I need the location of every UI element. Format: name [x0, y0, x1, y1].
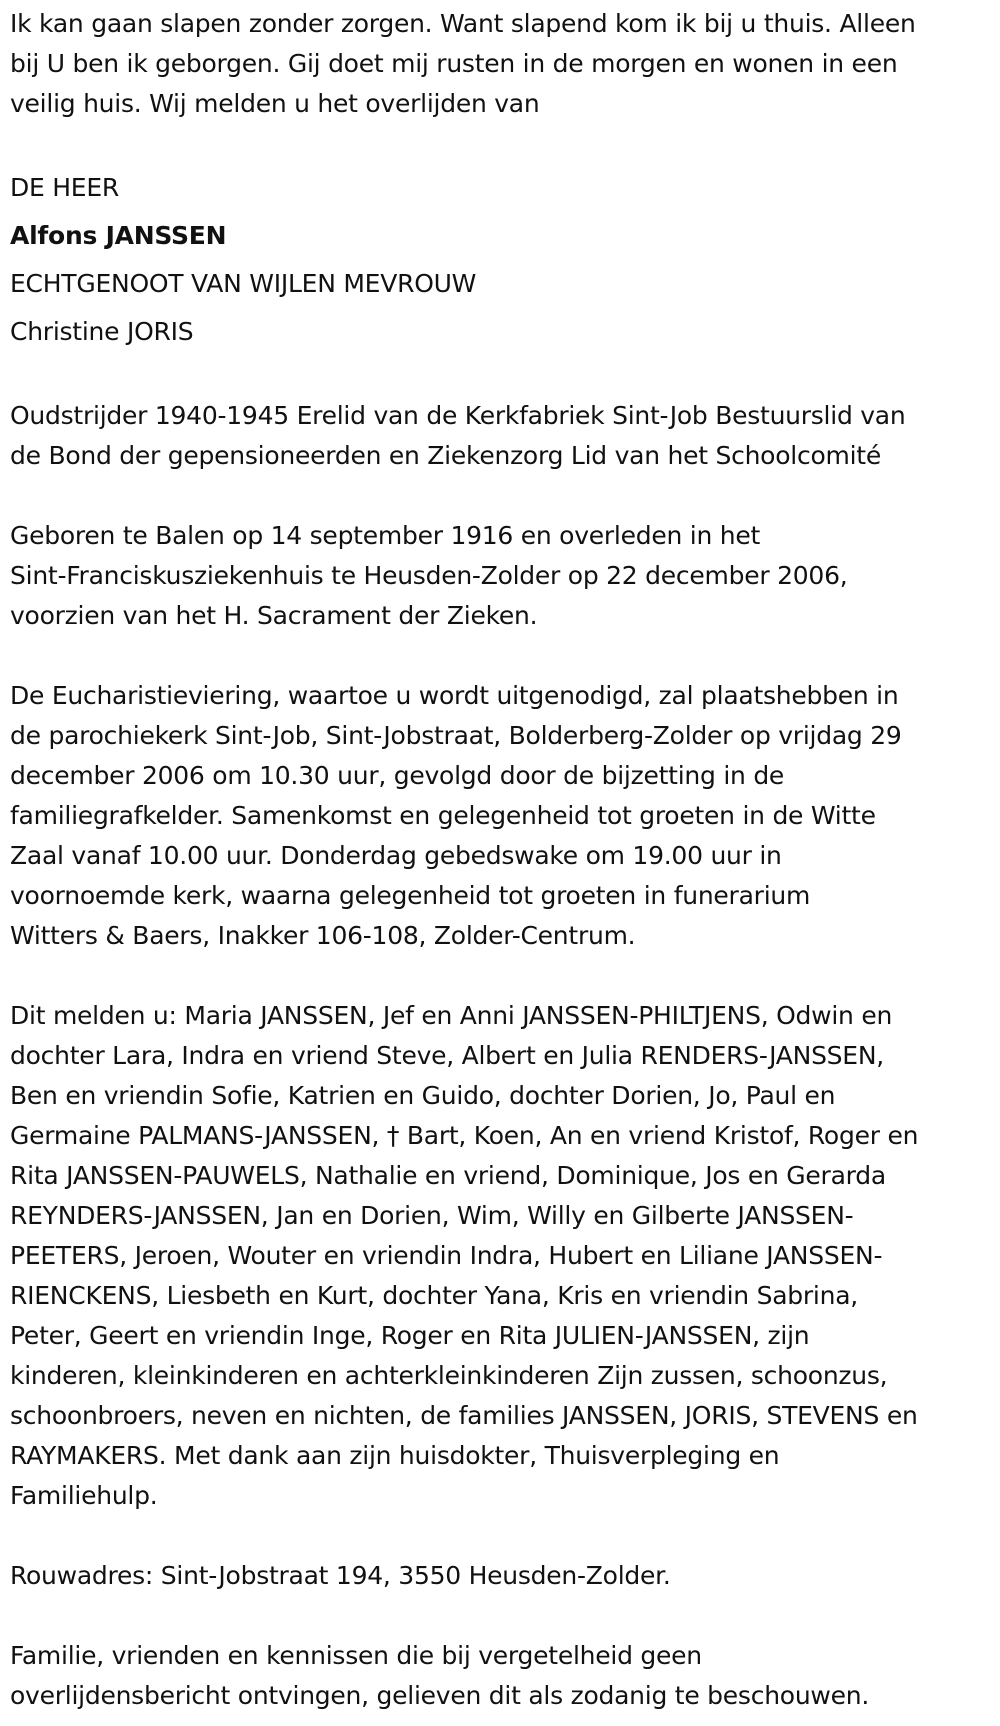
birth-death-line: voorzien van het H. Sacrament der Zieken. — [10, 601, 538, 630]
ceremony-paragraph — [10, 676, 1000, 956]
family-line: RAYMAKERS. Met dank aan zijn huisdokter, Thuisverpleging en — [10, 1441, 780, 1470]
family-line: RIENCKENS, Liesbeth en Kurt, dochter Yana, Kris en vriendin Sabrina, — [10, 1281, 858, 1310]
closing-paragraph — [10, 1636, 1000, 1716]
birth-death-line: Geboren te Balen op 14 september 1916 en overleden in het — [10, 521, 761, 550]
family-line: Peter, Geert en vriendin Inge, Roger en Rita JULIEN-JANSSEN, zijn — [10, 1321, 810, 1350]
spouse-label: ECHTGENOOT VAN WIJLEN MEVROUW — [10, 269, 477, 298]
roles-line: de Bond der gepensioneerden en Ziekenzorg Lid van het Schoolcomité — [10, 441, 881, 470]
ceremony-line: de parochiekerk Sint-Job, Sint-Jobstraat, Bolderberg-Zolder op vrijdag 29 — [10, 721, 902, 750]
opening-line: Ik kan gaan slapen zonder zorgen. Want slapend kom ik bij u thuis. Alleen — [10, 9, 916, 38]
family-line: dochter Lara, Indra en vriend Steve, Albert en Julia RENDERS-JANSSEN, — [10, 1041, 884, 1070]
family-line: kinderen, kleinkinderen en achterkleinkinderen Zijn zussen, schoonzus, — [10, 1361, 888, 1390]
deceased-heading — [10, 164, 1000, 356]
opening-line: bij U ben ik geborgen. Gij doet mij rusten in de morgen en wonen in een — [10, 49, 898, 78]
ceremony-line: De Eucharistieviering, waartoe u wordt uitgenodigd, zal plaatshebben in — [10, 681, 899, 710]
family-line: PEETERS, Jeroen, Wouter en vriendin Indra, Hubert en Liliane JANSSEN- — [10, 1241, 883, 1270]
family-paragraph — [10, 996, 1000, 1516]
ceremony-line: december 2006 om 10.30 uur, gevolgd door de bijzetting in de — [10, 761, 785, 790]
family-line: Dit melden u: Maria JANSSEN, Jef en Anni JANSSEN-PHILTJENS, Odwin en — [10, 1001, 893, 1030]
closing-line: overlijdensbericht ontvingen, gelieven dit als zodanig te beschouwen. — [10, 1681, 870, 1710]
family-line: Germaine PALMANS-JANSSEN, † Bart, Koen, An en vriend Kristof, Roger en — [10, 1121, 919, 1150]
roles-paragraph — [10, 396, 1000, 476]
ceremony-line: voornoemde kerk, waarna gelegenheid tot groeten in funerarium — [10, 881, 811, 910]
spouse-name: Christine JORIS — [10, 317, 194, 346]
family-line: Ben en vriendin Sofie, Katrien en Guido, dochter Dorien, Jo, Paul en — [10, 1081, 836, 1110]
mourning-address: Rouwadres: Sint-Jobstraat 194, 3550 Heusden-Zolder. — [10, 1561, 671, 1590]
family-line: schoonbroers, neven en nichten, de families JANSSEN, JORIS, STEVENS en — [10, 1401, 918, 1430]
address-paragraph — [10, 1556, 1000, 1596]
ceremony-line: familiegrafkelder. Samenkomst en gelegenheid tot groeten in de Witte — [10, 801, 876, 830]
birth-death-line: Sint-Franciskusziekenhuis te Heusden-Zolder op 22 december 2006, — [10, 561, 848, 590]
family-line: REYNDERS-JANSSEN, Jan en Dorien, Wim, Willy en Gilberte JANSSEN- — [10, 1201, 854, 1230]
birth-death-paragraph — [10, 516, 1000, 636]
opening-paragraph — [10, 4, 1000, 124]
family-line: Familiehulp. — [10, 1481, 158, 1510]
opening-line: veilig huis. Wij melden u het overlijden van — [10, 89, 540, 118]
closing-line: Familie, vrienden en kennissen die bij vergetelheid geen — [10, 1641, 702, 1670]
title: DE HEER — [10, 173, 120, 202]
ceremony-line: Zaal vanaf 10.00 uur. Donderdag gebedswake om 19.00 uur in — [10, 841, 782, 870]
family-line: Rita JANSSEN-PAUWELS, Nathalie en vriend, Dominique, Jos en Gerarda — [10, 1161, 886, 1190]
death-notice-text — [10, 4, 1000, 1716]
ceremony-line: Witters & Baers, Inakker 106-108, Zolder-Centrum. — [10, 921, 636, 950]
roles-line: Oudstrijder 1940-1945 Erelid van de Kerkfabriek Sint-Job Bestuurslid van — [10, 401, 906, 430]
deceased-name: Alfons JANSSEN — [10, 221, 227, 250]
